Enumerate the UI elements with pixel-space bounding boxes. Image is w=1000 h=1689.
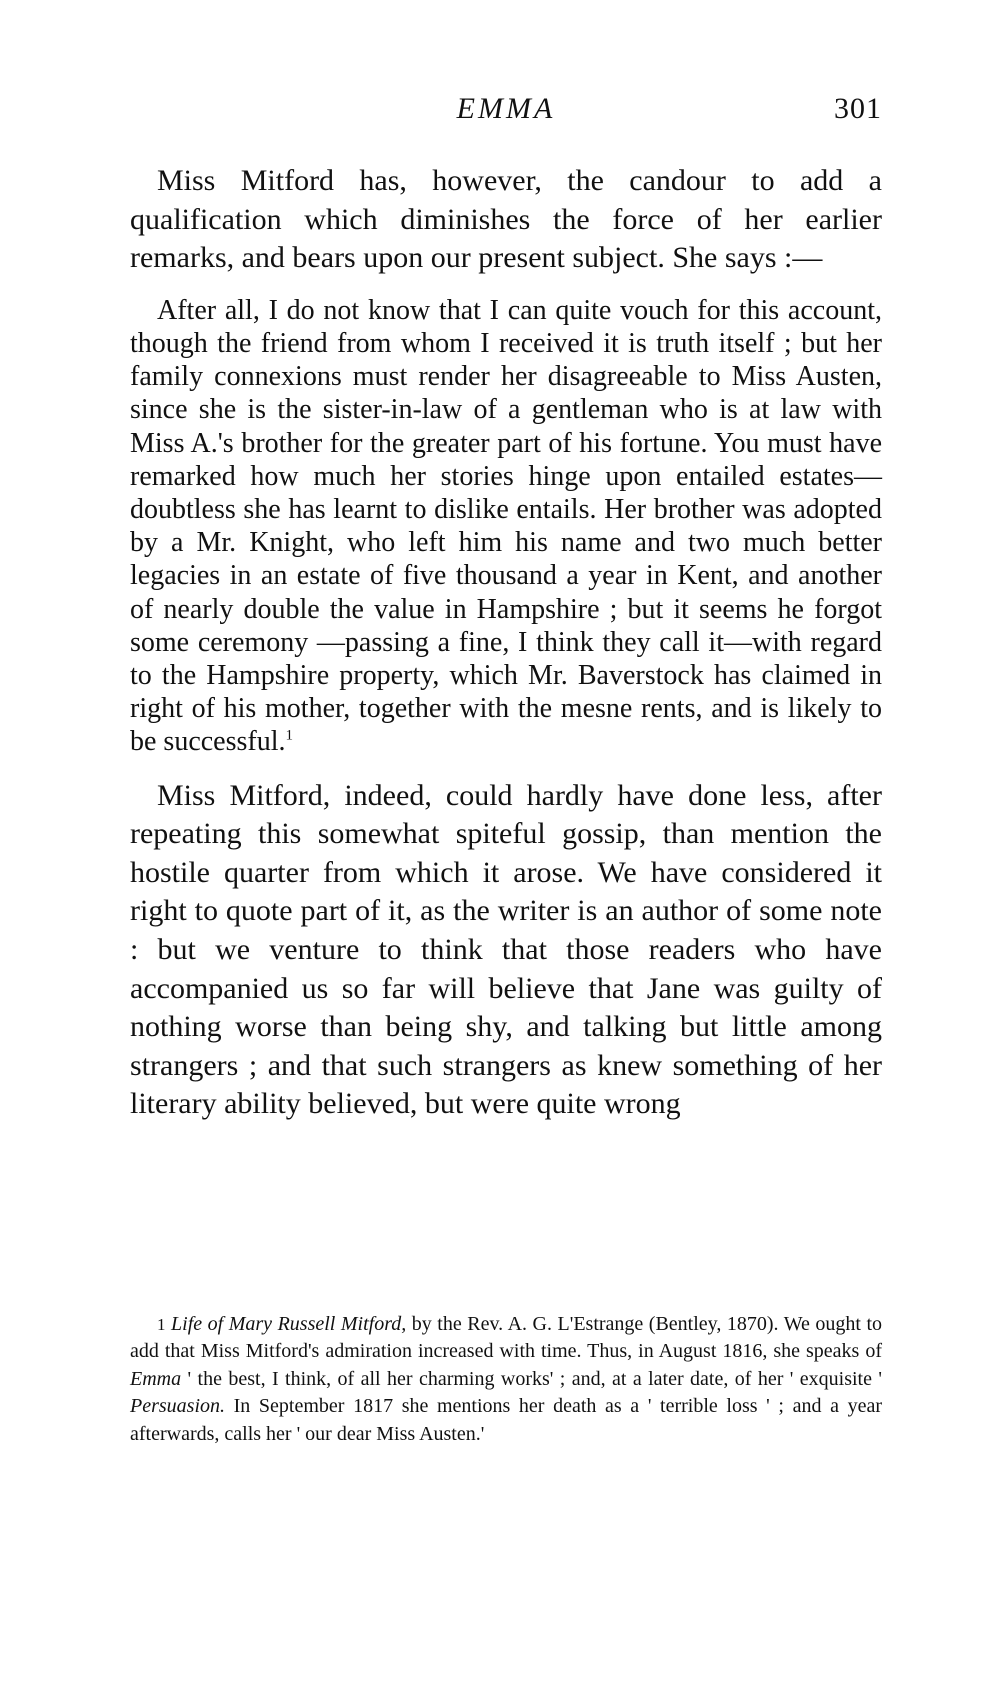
running-head	[130, 92, 882, 136]
running-title: EMMA	[456, 92, 556, 125]
paragraph-2: Miss Mitford, indeed, could hardly have done less, after repeating this somewhat spiteful gossip, than mention the hostile quarter from which it arose. We have considered it right to quote part of it, as the writer is an author of some note : but we venture to think that those readers who have accompanied us so far will believe that Jane was guilty of nothing worse than being shy, and talking but little among strangers ; and that such strangers as knew something of her literary ability believed, but were quite wrong	[130, 778, 882, 1121]
footnote-title-emma: Emma	[130, 1367, 182, 1390]
footnote-text-3: In September 1817 she mentions her death as a ' terrible loss ' ; and a year afterwards, calls her ' our dear Miss Austen.'	[130, 1395, 882, 1445]
footnote	[130, 1311, 882, 1448]
block-quote	[130, 294, 882, 759]
footnote-book-title: Life of Mary Russell Mitford,	[171, 1313, 407, 1335]
block-quote-text: After all, I do not know that I can quite vouch for this account, though the friend from whom I received it is truth itself ; but her family connexions must render her disagreeable to Miss Austen, since she is the sister-in-law of a gentleman who is at law with Miss A.'s brother for the greater part of his fortune. You must have remarked how much her stories hinge upon entailed estates—doubtless she has learnt to dislike entails. Her brother was adopted by a Mr. Knight, who left him his name and two much better legacies in an estate of five thousand a year in Kent, and another of nearly double the value in Hampshire ; but it seems he forgot some ceremony —passing a fine, I think they call it—with regard to the Hampshire property, which Mr. Baverstock has claimed in right of his mother, together with the mesne rents, and is likely to be successful.	[130, 294, 882, 758]
footnote-number: 1	[157, 1315, 166, 1334]
paragraph-1: Miss Mitford has, however, the candour to add a qualification which diminishes the force of her earlier remarks, and bears upon our present subject. She says :—	[130, 164, 882, 275]
page-number: 301	[834, 92, 882, 125]
footnote-text-1: by the Rev. A. G. L'Estrange (Bentley, 1870). We ought to add that Miss Mitford's admiration increased with time. Thus, in August 1816, she speaks of	[130, 1313, 883, 1363]
footnote-text-2: ' the best, I think, of all her charming works' ; and, at a later date, of her ' exquisite '	[181, 1367, 882, 1390]
footnote-title-persuasion: Persuasion.	[130, 1395, 225, 1418]
body-text	[130, 162, 882, 1124]
footnote-reference: 1	[285, 728, 294, 745]
